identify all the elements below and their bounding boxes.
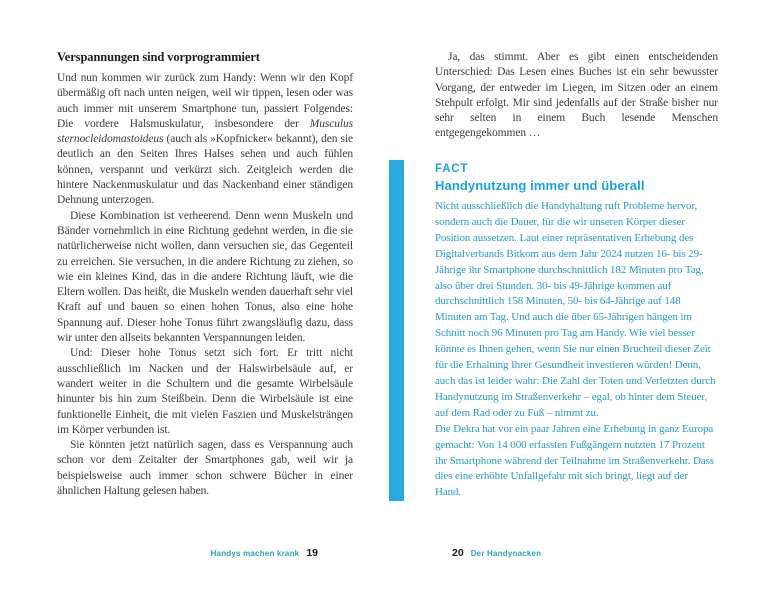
left-page bbox=[57, 50, 353, 499]
fact-paragraph: Die Dekra hat vor ein paar Jahren eine Erhebung in ganz Europa gemacht: Von 14 000 erfassten Fußgängern nutzten 17 Prozent ihr Smartphone während der Teilnahme im Straßenverkehr. Dass dies eine erhöhte Unfallgefahr mit sich bringt, liegt auf der Hand. bbox=[435, 422, 714, 499]
section-heading: Verspannungen sind vorprogrammiert bbox=[57, 50, 260, 64]
fact-paragraph: Nicht ausschließlich die Handyhaltung ruft Probleme hervor, sondern auch die Dauer, für die wir unseren Körper dieser Position aussetzen. Laut einer repräsentativen Erhebung des Digitalverbands Bitkom aus dem Jahr 2024 nutzen 16- bis 29-Jährige ihr Smartphone durchschnittlich 182 Minuten pro Tag, also über drei Stunden. 30- bis 49-Jährige kommen auf durchschnittlich 158 Minuten, 50- bis 64-Jährige auf 148 Minuten am Tag. Und auch die über 65-Jährigen hängen im Schnitt noch 96 Minuten pro Tag am Handy. Wie viel besser könnte es Ihnen gehen, wenn Sie nur einen Bruchteil dieser Zeit für die Erhaltung Ihrer Gesundheit investieren würden! Denn, auch das ist leider wahr: Die Zahl der Toten und Verletzten durch Handynutzung im Straßenverkehr – egal, ob hinter dem Steuer, auf dem Rad oder zu Fuß – nimmt zu. bbox=[435, 200, 716, 419]
paragraph: Sie könnten jetzt natürlich sagen, dass es Verspannung auch schon vor dem Zeitalter der Smartphones gab, weil wir ja beispielsweise auch immer schon schwere Bücher in einer ähnlichen Haltung gelesen haben. bbox=[57, 439, 353, 498]
paragraph: Und: Dieser hohe Tonus setzt sich fort. Er tritt nicht ausschließlich im Nacken und der Halswirbelsäule auf, er wandert weiter in die Schultern und die gesamte Wirbelsäule hinunter bis hin zum Steißbein. Denn die Wirbelsäule ist eine funktionelle Einheit, die mit vielen Faszien und Muskelsträngen im Körper verbunden ist. bbox=[57, 347, 353, 436]
right-page-footer bbox=[452, 546, 541, 560]
latin-term-italic: Musculus sternocleidomastoideus bbox=[57, 117, 353, 146]
fact-callout-box bbox=[389, 160, 718, 501]
left-page-footer bbox=[57, 546, 318, 560]
paragraph-text: (auch als »Kopfnicker« bekannt), den sie deutlich an den Seiten Ihres Halses sehen und auch fühlen können, verspannt und verkürzt sich. Zeitgleich werden die hintere Nackenmuskulatur und das Nackenband einer ständigen Dehnung unterzogen. bbox=[57, 133, 353, 207]
page-number: 20 bbox=[452, 547, 464, 559]
chapter-label: Der Handynacken bbox=[470, 549, 542, 558]
paragraph bbox=[57, 71, 353, 209]
chapter-label: Handys machen krank bbox=[210, 549, 300, 558]
paragraph: Ja, das stimmt. Aber es gibt einen entscheidenden Unterschied: Das Lesen eines Buches ist ein sehr bewusster Vorgang, der entweder im Liegen, im Sitzen oder an einem Stehpult erfolgt. Mir sind jedenfalls auf der Straße bisher nur sehr selten in einem Buch lesende Menschen entgegengekommen … bbox=[435, 51, 718, 140]
fact-title: Handynutzung immer und überall bbox=[435, 178, 645, 193]
paragraph: Diese Kombination ist verheerend. Denn wenn Muskeln und Bänder vornehmlich in eine Richtung gedehnt werden, in die sie natürlicherweise nicht wollen, dann versuchen sie, das Gegenteil zu erreichen. Sie versuchen, in die andere Richtung zu ziehen, so wie ein kleines Kind, das in die andere Richtung läuft, wie die Eltern wollen. Das heißt, die Muskeln wenden dauerhaft sehr viel Kraft auf und bauen so einen hohen Tonus, also eine hohe Spannung auf. Dieser hohe Tonus führt zwangsläufig dazu, dass wir unter den allseits bekannten Verspannungen leiden. bbox=[57, 209, 353, 345]
right-page bbox=[435, 50, 718, 142]
fact-label: FACT bbox=[435, 163, 469, 175]
fact-content bbox=[435, 160, 716, 501]
fact-accent-bar bbox=[389, 160, 404, 501]
paragraph-text: Und nun kommen wir zurück zum Handy: Wenn wir den Kopf übermäßig oft nach unten neigen, weil wir tippen, lesen oder was auch immer mit unserem Smartphone tun, passiert Folgendes: Die vordere Halsmuskulatur, insbesondere der bbox=[57, 72, 353, 130]
page-number: 19 bbox=[306, 547, 318, 559]
